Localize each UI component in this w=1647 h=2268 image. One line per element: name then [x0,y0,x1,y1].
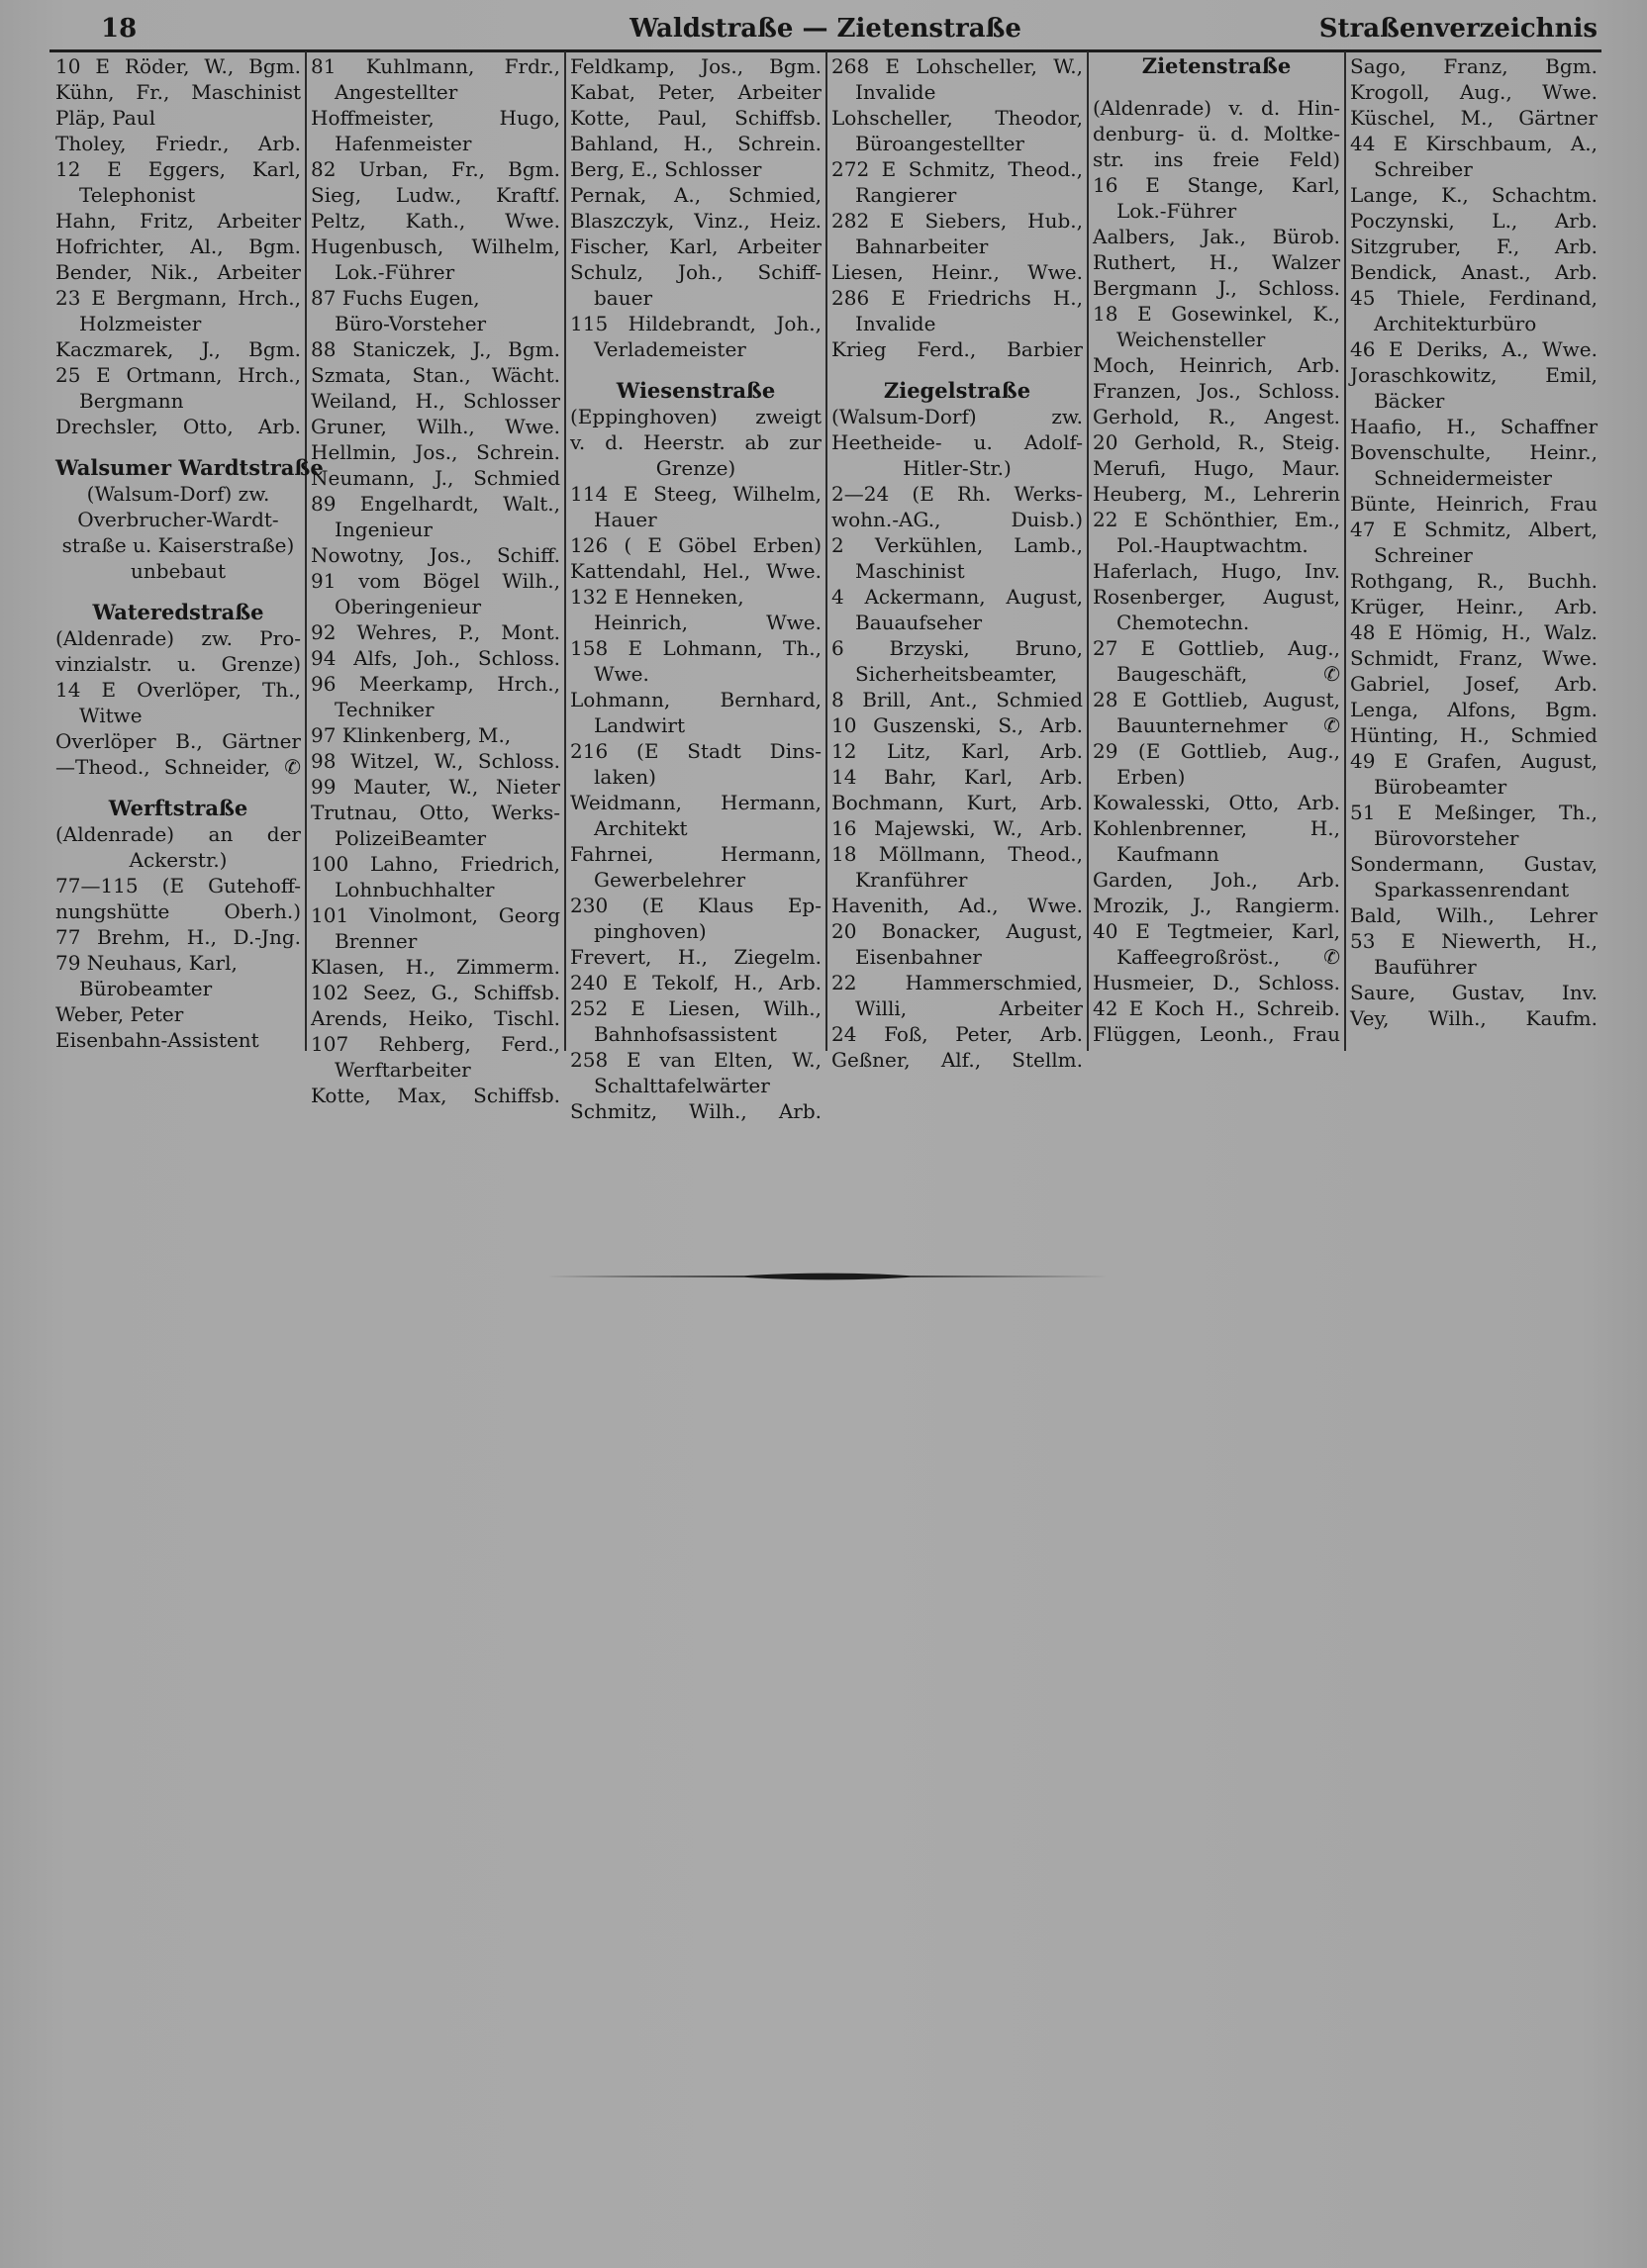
directory-entry-line: 2 Verkühlen, Lamb., [831,533,1083,557]
directory-entry-line: 14 E Overlöper, Th., [55,678,301,702]
directory-entry-line: Angestellter [335,80,458,104]
directory-entry-line: Heuberg, M., Lehrerin [1093,482,1340,506]
directory-entry-line: Ingenieur [335,518,433,541]
directory-entry-line: denburg- ü. d. Moltke- [1093,122,1340,145]
directory-entry-line: 22 E Schönthier, Em., [1093,508,1340,531]
directory-entry-line: Landwirt [594,713,686,737]
directory-entry-line: Haafio, H., Schaffner [1350,415,1598,438]
directory-entry-line: Berg, E., Schlosser [570,157,762,181]
directory-entry-line: 25 E Ortmann, Hrch., [55,363,301,387]
directory-entry-line: nungshütte Oberh.) [55,899,301,923]
directory-entry-line: Kabat, Peter, Arbeiter [570,80,822,104]
directory-entry-line: Hafenmeister [335,132,472,155]
directory-entry-line: Schneidermeister [1374,466,1552,490]
directory-entry-line: Sicherheitsbeamter, [855,662,1058,686]
directory-entry-line: 101 Vinolmont, Georg [311,903,560,927]
directory-entry-line: (Eppinghoven) zweigt [570,405,822,428]
directory-entry-line: Overbrucher-Wardt- [77,508,279,531]
directory-entry-line: Franzen, Jos., Schloss. [1093,379,1340,403]
directory-entry-line: 97 Klinkenberg, M., [311,723,512,747]
directory-entry-line: Gewerbelehrer [594,868,746,892]
directory-entry-line: Blaszczyk, Vinz., Heiz. [570,209,822,233]
column-6 [1346,51,1601,1051]
directory-entry-line: Werftarbeiter [335,1058,471,1082]
directory-entry-line: 258 E van Elten, W., [570,1048,822,1072]
directory-entry-line: Bahnhofsassistent [594,1022,777,1046]
directory-entry-line: Invalide [855,80,936,104]
directory-entry-line: Schmitz, Wilh., Arb. [570,1099,822,1123]
directory-entry-line: 28 E Gottlieb, August, [1093,688,1340,711]
directory-entry-line: unbebaut [130,559,227,583]
directory-entry-line: Architekt [594,816,688,840]
directory-entry-line: Brenner [335,929,418,953]
directory-entry-line: Hellmin, Jos., Schrein. [311,440,560,464]
directory-entry-line: 10 E Röder, W., Bgm. [55,54,301,78]
directory-entry-line: —Theod., Schneider, ✆ [55,755,301,779]
directory-entry-line: Bahland, H., Schrein. [570,132,822,155]
directory-entry-line: Nowotny, Jos., Schiff. [311,543,560,567]
directory-entry-line: Klasen, H., Zimmerm. [311,955,560,979]
directory-entry-line: 6 Brzyski, Bruno, [831,636,1083,660]
directory-entry-line: 158 E Lohmann, Th., [570,636,822,660]
directory-entry-line: Kaffeegroßröst., ✆ [1116,945,1340,969]
column-4 [827,51,1089,1072]
page-header [49,10,1601,52]
directory-entry-line: v. d. Heerstr. ab zur [570,430,822,454]
directory-entry-line: 16 Majewski, W., Arb. [831,816,1083,840]
directory-entry-line: 53 E Niewerth, H., [1350,929,1598,953]
directory-entry-line: 240 E Tekolf, H., Arb. [570,971,822,994]
directory-entry-line: Bender, Nik., Arbeiter [55,260,301,284]
directory-entry-line: 92 Wehres, P., Mont. [311,620,560,644]
directory-entry-line: Witwe [79,704,143,727]
directory-entry-line: Rothgang, R., Buchh. [1350,569,1598,593]
directory-entry-line: Hauer [594,508,657,531]
directory-entry-line: 268 E Lohscheller, W., [831,54,1083,78]
directory-entry-line: Lohscheller, Theodor, [831,106,1083,130]
directory-entry-line: Bürovorsteher [1374,826,1519,850]
directory-entry-line: 88 Staniczek, J., Bgm. [311,337,560,361]
directory-entry-line: Kattendahl, Hel., Wwe. [570,559,822,583]
directory-entry-line: 46 E Deriks, A., Wwe. [1350,337,1598,361]
directory-entry-line: Verlademeister [594,337,746,361]
directory-entry-line: Gerhold, R., Angest. [1093,405,1340,428]
directory-entry-line: straße u. Kaiserstraße) [61,533,295,557]
directory-entry-line: Telephonist [79,183,196,207]
directory-entry-line: 14 Bahr, Karl, Arb. [831,765,1083,789]
directory-entry-line: Lohmann, Bernhard, [570,688,822,711]
directory-entry-line: Weiland, H., Schlosser [311,389,560,413]
column-5 [1089,51,1346,1051]
directory-entry-line: str. ins freie Feld) [1093,147,1340,171]
directory-entry-line: Schalttafelwärter [594,1074,770,1097]
directory-entry-line: Kaczmarek, J., Bgm. [55,337,301,361]
directory-entry-line: Schreiner [1374,543,1473,567]
directory-entry-line: Hugenbusch, Wilhelm, [311,235,560,258]
directory-entry-line: Hofrichter, Al., Bgm. [55,235,301,258]
directory-entry-line: Eisenbahn-Assistent [55,1028,259,1052]
directory-entry-line: 20 Bonacker, August, [831,919,1083,943]
street-heading: Zietenstraße [1141,53,1292,78]
directory-entry-line: Hünting, H., Schmied [1350,723,1598,747]
directory-entry-line: Bovenschulte, Heinr., [1350,440,1598,464]
directory-entry-line: Neumann, J., Schmied [311,466,560,490]
directory-entry-line: Heetheide- u. Adolf- [831,430,1083,454]
directory-entry-line: Garden, Joh., Arb. [1093,868,1340,892]
directory-entry-line: Krüger, Heinr., Arb. [1350,595,1598,618]
directory-entry-line: Lok.-Führer [335,260,455,284]
directory-entry-line: Kohlenbrenner, H., [1093,816,1340,840]
column-1 [51,51,324,1052]
directory-entry-line: 12 Litz, Karl, Arb. [831,739,1083,763]
directory-entry-line: bauer [594,286,653,310]
directory-entry-line: Geßner, Alf., Stellm. [831,1048,1083,1072]
directory-entry-line: Fahrnei, Hermann, [570,842,822,866]
directory-entry-line: (Aldenrade) an der [55,822,301,846]
directory-entry-line: Kranführer [855,868,968,892]
spacer [831,362,1083,378]
directory-entry-line: 2—24 (E Rh. Werks- [831,482,1083,506]
directory-entry-line: 23 E Bergmann, Hrch., [55,286,301,310]
directory-entry-line: 12 E Eggers, Karl, [55,157,301,181]
directory-entry-line: 252 E Liesen, Wilh., [570,996,822,1020]
street-heading: Ziegelstraße [883,378,1031,403]
directory-entry-line: 89 Engelhardt, Walt., [311,492,560,516]
directory-entry-line: Sparkassenrendant [1374,878,1570,901]
directory-entry-line: Bürobeamter [1374,775,1507,799]
directory-entry-line: Bäcker [1374,389,1445,413]
directory-entry-line: Saure, Gustav, Inv. [1350,981,1598,1004]
directory-entry-line: Kowalesski, Otto, Arb. [1093,791,1340,814]
end-ornament-rule [546,1271,1109,1282]
directory-entry-line: 27 E Gottlieb, Aug., [1093,636,1340,660]
directory-entry-line: 114 E Steeg, Wilhelm, [570,482,822,506]
directory-entry-line: Kühn, Fr., Maschinist [55,80,301,104]
directory-entry-line: Lange, K., Schachtm. [1350,183,1598,207]
directory-entry-line: Hahn, Fritz, Arbeiter [55,209,301,233]
directory-entry-line: Drechsler, Otto, Arb. [55,415,301,438]
directory-entry-line: Szmata, Stan., Wächt. [311,363,560,387]
directory-entry-line: laken) [594,765,656,789]
spacer [55,780,301,796]
directory-entry-line: Wwe. [594,662,649,686]
directory-entry-line: Bauführer [1374,955,1477,979]
directory-entry-line: Willi, Arbeiter [855,996,1083,1020]
spacer [55,439,301,455]
directory-entry-line: Krogoll, Aug., Wwe. [1350,80,1598,104]
directory-entry-line: Gabriel, Josef, Arb. [1350,672,1598,696]
page-title: Waldstraße — Zietenstraße [630,14,1021,44]
directory-entry-line: 94 Alfs, Joh., Schloss. [311,646,560,670]
directory-entry-line: Eisenbahner [855,945,982,969]
directory-entry-line: Kotte, Paul, Schiffsb. [570,106,822,130]
directory-entry-line: 44 E Kirschbaum, A., [1350,132,1598,155]
directory-entry-line: Flüggen, Leonh., Frau [1093,1022,1340,1046]
directory-entry-line: Büroangestellter [855,132,1024,155]
directory-entry-line: 282 E Siebers, Hub., [831,209,1083,233]
directory-entry-line: 96 Meerkamp, Hrch., [311,672,560,696]
directory-entry-line: 47 E Schmitz, Albert, [1350,518,1598,541]
directory-entry-line: Rangierer [855,183,957,207]
directory-entry-line: Sago, Franz, Bgm. [1350,54,1598,78]
street-heading: Werftstraße [108,796,248,820]
directory-entry-line: 79 Neuhaus, Karl, [55,951,238,975]
directory-entry-line: Joraschkowitz, Emil, [1350,363,1598,387]
street-heading: Wiesenstraße [616,378,776,403]
directory-entry-line: Weichensteller [1116,328,1266,351]
directory-entry-line: vinzialstr. u. Grenze) [55,652,301,676]
directory-entry-line: 99 Mauter, W., Nieter [311,775,560,799]
directory-entry-line: 82 Urban, Fr., Bgm. [311,157,560,181]
directory-entry-line: Bergmann J., Schloss. [1093,276,1340,300]
directory-entry-line: 102 Seez, G., Schiffsb. [311,981,560,1004]
directory-entry-line: Lenga, Alfons, Bgm. [1350,698,1598,721]
section-title: Straßenverzeichnis [1318,14,1598,44]
directory-entry-line: (Aldenrade) v. d. Hin- [1093,96,1340,120]
directory-entry-line: 91 vom Bögel Wilh., [311,569,560,593]
directory-entry-line: 272 E Schmitz, Theod., [831,157,1083,181]
directory-entry-line: Havenith, Ad., Wwe. [831,894,1083,917]
directory-entry-line: Bauunternehmer ✆ [1116,713,1340,737]
street-heading: Wateredstraße [92,600,264,624]
directory-entry-line: 20 Gerhold, R., Steig. [1093,430,1340,454]
directory-entry-line: Pernak, A., Schmied, [570,183,822,207]
directory-entry-line: Invalide [855,312,936,335]
directory-entry-line: Maschinist [855,559,965,583]
street-heading: Walsumer Wardtstraße [55,455,324,480]
directory-entry-line: 22 Hammerschmied, [831,971,1083,994]
directory-entry-line: 115 Hildebrandt, Joh., [570,312,822,335]
directory-entry-line: 100 Lahno, Friedrich, [311,852,560,876]
column-2 [307,51,566,1107]
directory-entry-line: 18 Möllmann, Theod., [831,842,1083,866]
page-number: 18 [101,14,138,44]
directory-entry-line: Bochmann, Kurt, Arb. [831,791,1083,814]
directory-entry-line: 77 Brehm, H., D.-Jng. [55,925,301,949]
directory-entry-line: Lohnbuchhalter [335,878,495,901]
directory-entry-line: Holzmeister [79,312,202,335]
directory-entry-line: 77—115 (E Gutehoff- [55,874,301,898]
directory-entry-line: 126 ( E Göbel Erben) [570,533,822,557]
directory-entry-line: Baugeschäft, ✆ [1116,662,1340,686]
directory-entry-line: Bauaufseher [855,611,983,634]
directory-entry-line: Pol.-Hauptwachtm. [1116,533,1308,557]
directory-entry-line: Kotte, Max, Schiffsb. [311,1084,560,1107]
directory-entry-line: Bald, Wilh., Lehrer [1350,903,1598,927]
directory-entry-line: (Aldenrade) zw. Pro- [55,626,301,650]
directory-entry-line: Schulz, Joh., Schiff- [570,260,822,284]
directory-entry-line: Mrozik, J., Rangierm. [1093,894,1340,917]
directory-entry-line: Sondermann, Gustav, [1350,852,1598,876]
directory-entry-line: Gruner, Wilh., Wwe. [311,415,560,438]
directory-entry-line: Bürobeamter [79,977,213,1000]
directory-entry-line: 230 (E Klaus Ep- [570,894,822,917]
directory-entry-line: Kaufmann [1116,842,1219,866]
directory-entry-line: 45 Thiele, Ferdinand, [1350,286,1598,310]
directory-entry-line: 8 Brill, Ant., Schmied [831,688,1083,711]
directory-entry-line: 24 Foß, Peter, Arb. [831,1022,1083,1046]
directory-entry-line: Krieg Ferd., Barbier [831,337,1083,361]
directory-entry-line: Schmidt, Franz, Wwe. [1350,646,1598,670]
directory-entry-line: Hoffmeister, Hugo, [311,106,560,130]
directory-entry-line: (Walsum-Dorf) zw. [86,482,270,506]
directory-entry-line: 286 E Friedrichs H., [831,286,1083,310]
directory-entry-line: Tholey, Friedr., Arb. [55,132,301,155]
directory-entry-line: pinghoven) [594,919,707,943]
directory-entry-line: Büro-Vorsteher [335,312,487,335]
spacer [1093,79,1340,95]
directory-entry-line: 48 E Hömig, H., Walz. [1350,620,1598,644]
directory-entry-line: Weidmann, Hermann, [570,791,822,814]
directory-entry-line: 42 E Koch H., Schreib. [1093,996,1340,1020]
spacer [570,362,822,378]
directory-entry-line: Liesen, Heinr., Wwe. [831,260,1083,284]
directory-entry-line: Bahnarbeiter [855,235,989,258]
directory-entry-line: 16 E Stange, Karl, [1093,173,1340,197]
directory-entry-line: Pläp, Paul [55,106,156,130]
directory-entry-line: Merufi, Hugo, Maur. [1093,456,1340,480]
directory-entry-line: Sieg, Ludw., Kraftf. [311,183,560,207]
directory-entry-line: Bendick, Anast., Arb. [1350,260,1598,284]
directory-entry-line: 10 Guszenski, S., Arb. [831,713,1083,737]
directory-entry-line: Rosenberger, August, [1093,585,1340,609]
directory-entry-line: (Walsum-Dorf) zw. [831,405,1083,428]
directory-entry-line: Aalbers, Jak., Bürob. [1093,225,1340,248]
directory-entry-line: Oberingenieur [335,595,482,618]
directory-entry-line: 98 Witzel, W., Schloss. [311,749,560,773]
directory-entry-line: Ruthert, H., Walzer [1093,250,1340,274]
column-3 [566,51,827,1123]
directory-entry-line: 49 E Grafen, August, [1350,749,1598,773]
directory-entry-line: Moch, Heinrich, Arb. [1093,353,1340,377]
directory-entry-line: 4 Ackermann, August, [831,585,1083,609]
directory-entry-line: Vey, Wilh., Kaufm. [1350,1006,1598,1030]
directory-entry-line: Overlöper B., Gärtner [55,729,301,753]
directory-entry-line: 216 (E Stadt Dins- [570,739,822,763]
directory-entry-line: 51 E Meßinger, Th., [1350,801,1598,824]
directory-entry-line: Grenze) [655,456,736,480]
directory-entry-line: Bergmann [79,389,184,413]
directory-entry-line: Haferlach, Hugo, Inv. [1093,559,1340,583]
directory-entry-line: Husmeier, D., Schloss. [1093,971,1340,994]
directory-columns [51,51,1601,1123]
directory-entry-line: Fischer, Karl, Arbeiter [570,235,822,258]
directory-entry-line: Chemotechn. [1116,611,1250,634]
directory-entry-line: Bünte, Heinrich, Frau [1350,492,1598,516]
spacer [55,584,301,600]
directory-entry-line: Trutnau, Otto, Werks- [311,801,560,824]
directory-entry-line: Arends, Heiko, Tischl. [311,1006,560,1030]
directory-entry-line: Hitler-Str.) [903,456,1012,480]
directory-entry-line: 107 Rehberg, Ferd., [311,1032,560,1056]
directory-entry-line: 87 Fuchs Eugen, [311,286,480,310]
directory-entry-line: 81 Kuhlmann, Frdr., [311,54,560,78]
directory-entry-line: Ackerstr.) [129,848,228,872]
directory-entry-line: Schreiber [1374,157,1473,181]
directory-entry-line: Techniker [335,698,435,721]
directory-entry-line: Sitzgruber, F., Arb. [1350,235,1598,258]
directory-entry-line: PolizeiBeamter [335,826,487,850]
directory-entry-line: Poczynski, L., Arb. [1350,209,1598,233]
directory-entry-line: Frevert, H., Ziegelm. [570,945,822,969]
directory-entry-line: Architekturbüro [1374,312,1537,335]
directory-entry-line: 29 (E Gottlieb, Aug., [1093,739,1340,763]
directory-entry-line: Peltz, Kath., Wwe. [311,209,560,233]
directory-entry-line: 132 E Henneken, [570,585,744,609]
directory-entry-line: Feldkamp, Jos., Bgm. [570,54,822,78]
directory-entry-line: 18 E Gosewinkel, K., [1093,302,1340,326]
directory-entry-line: Heinrich, Wwe. [594,611,822,634]
directory-entry-line: 40 E Tegtmeier, Karl, [1093,919,1340,943]
directory-entry-line: Weber, Peter [55,1002,184,1026]
directory-entry-line: Lok.-Führer [1116,199,1237,223]
directory-entry-line: Küschel, M., Gärtner [1350,106,1598,130]
directory-entry-line: wohn.-AG., Duisb.) [831,508,1083,531]
directory-entry-line: Erben) [1116,765,1186,789]
